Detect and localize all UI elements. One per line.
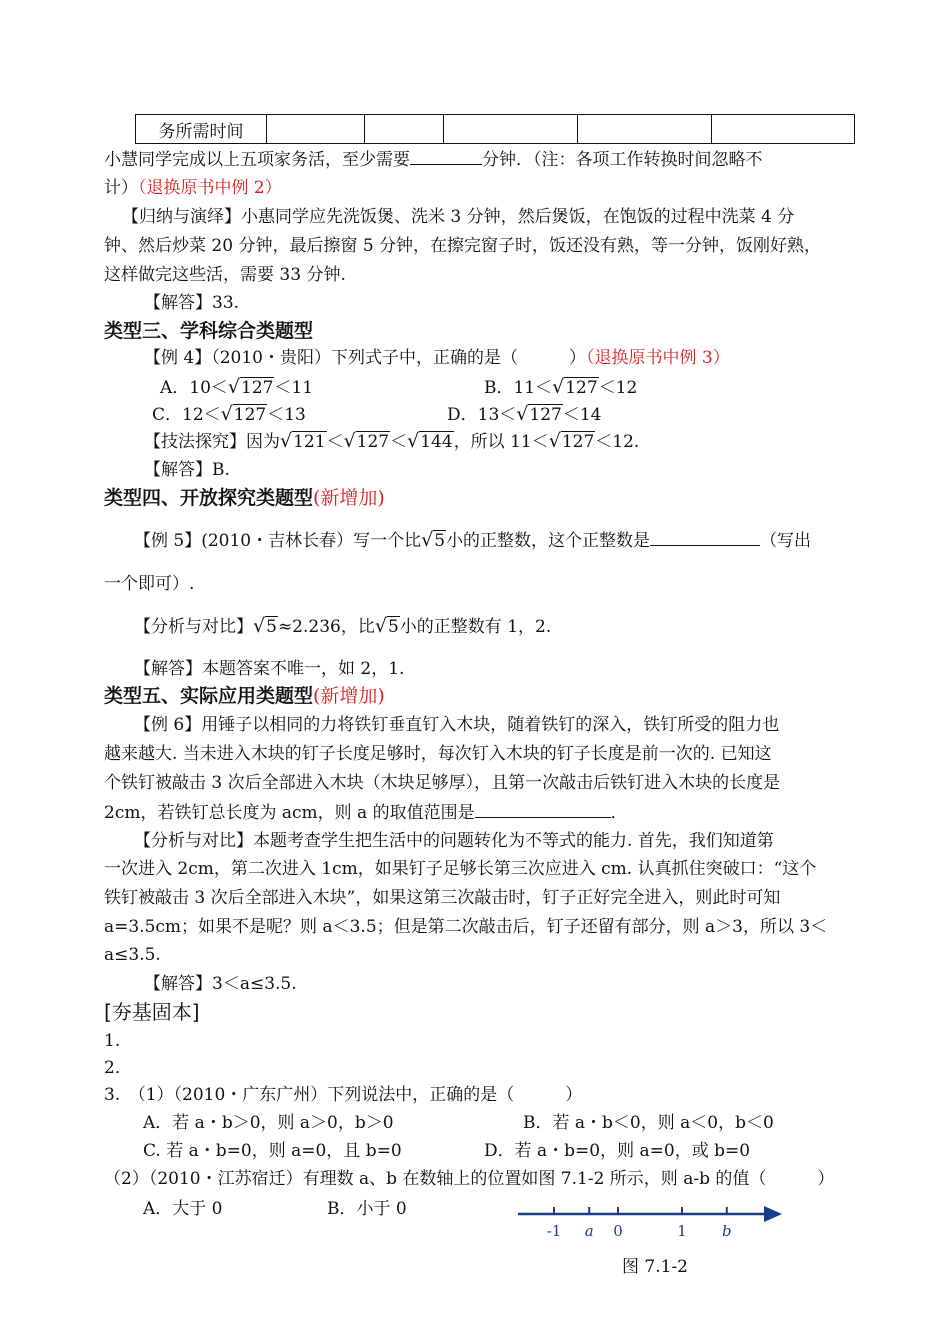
radicand: 144 (420, 432, 453, 452)
type4-title (104, 487, 385, 509)
radicand: 127 (233, 405, 267, 425)
radicand: 127 (241, 378, 274, 398)
ex3-summary-1: 【归纳与演绎】小惠同学应先洗饭煲、洗米 3 分钟，然后煲饭，在饱饭的过程中洗菜 4 分 (122, 207, 795, 227)
opt-d-pre: D．13＜ (447, 405, 517, 425)
lt-sign: ＜ (326, 432, 344, 452)
answer-blank (410, 148, 482, 165)
radicand: 5 (266, 617, 277, 637)
radicand: 127 (356, 432, 390, 452)
sqrt-127: √127 (220, 403, 267, 425)
radicand: 121 (293, 432, 326, 452)
radicand: 127 (529, 405, 562, 425)
tick-label: -1 (546, 1222, 562, 1240)
type4-title-text: 类型四、开放探究类题型 (104, 487, 314, 509)
number-line-figure (512, 1198, 784, 1244)
answer-blank (650, 529, 760, 546)
sqrt-121: √121 (280, 430, 326, 452)
type5-answer: 【解答】3＜a≤3.5. (144, 974, 297, 994)
table-cell (267, 115, 365, 144)
analysis-pre: 【分析与对比】 (134, 617, 253, 637)
basics-item-1: 1. (104, 1031, 121, 1051)
type3-title: 类型三、学科综合类题型 (104, 320, 314, 342)
type5-title (104, 685, 385, 707)
type3-option-b (484, 376, 637, 399)
basics-q3: 3. （1）（2010・广东广州）下列说法中，正确的是（ ） (104, 1085, 583, 1105)
opt-a-pre: A．10＜ (160, 378, 228, 398)
type5-analysis-2: 一次进入 2cm，第二次进入 1cm，如果钉子足够长第三次应进入 cm. 认真抓住突破口：“这个 (104, 859, 817, 879)
type3-technique (144, 430, 639, 453)
sqrt-5: √5 (253, 615, 277, 637)
type3-option-c (152, 403, 306, 426)
type5-analysis-4: a=3.5cm；如果不是呢？则 a＜3.5；但是第二次敲击后，钉子还留有部分，则 a＞3，所以 3＜ (104, 917, 828, 937)
sqrt-144: √144 (407, 430, 453, 452)
sqrt-127: √127 (516, 403, 562, 425)
type5-stem-4 (104, 801, 628, 824)
q3-2-option-a: A．大于 0 (143, 1199, 223, 1219)
answer-blank (475, 801, 611, 818)
analysis-mid: ≈2.236，比 (277, 617, 375, 637)
q3-option-a: A．若 a・b＞0，则 a＞0，b＞0 (143, 1113, 394, 1133)
type5-title-text: 类型五、实际应用类题型 (104, 685, 314, 707)
tech-post: ＜12. (595, 432, 640, 452)
type5-stem-1: 【例 6】用锤子以相同的力将铁钉垂直钉入木块，随着铁钉的深入，铁钉所受的阻力也 (134, 715, 780, 735)
table-row (136, 115, 855, 144)
type3-stem (144, 347, 730, 369)
table-row-label: 务所需时间 (136, 115, 267, 144)
ex3-summary-3: 这样做完这些活，需要 33 分钟. (104, 265, 346, 285)
stem-pre: 【例 5】(2010・吉林长春）写一个比 (134, 531, 422, 551)
tick-label: a (584, 1222, 594, 1240)
sqrt-5: √5 (374, 615, 399, 637)
number-line-marks (547, 1207, 732, 1240)
type5-title-red: (新增加) (313, 685, 385, 707)
q3-option-c: C. 若 a・b=0，则 a=0，且 b=0 (143, 1141, 402, 1161)
radicand: 5 (387, 617, 399, 637)
type3-stem-red: （退换原书中例 3） (585, 348, 730, 368)
sqrt-127: √127 (548, 430, 595, 452)
q3-option-b: B．若 a・b＜0，则 a＜0，b＜0 (523, 1113, 774, 1133)
type5-analysis-5: a≤3.5. (104, 945, 161, 965)
type5-analysis-1: 【分析与对比】本题考查学生把生活中的问题转化为不等式的能力. 首先，我们知道第 (134, 831, 774, 851)
q3-option-d: D．若 a・b=0，则 a=0，或 b=0 (484, 1141, 751, 1161)
ex3-line2 (104, 177, 282, 199)
tech-mid: ，所以 11＜ (453, 432, 549, 452)
opt-a-post: ＜11 (274, 378, 314, 398)
stem-post: （写出 (760, 531, 812, 551)
opt-b-pre: B．11＜ (484, 378, 553, 398)
type4-analysis (134, 615, 551, 638)
opt-d-post: ＜14 (562, 405, 602, 425)
table-cell (578, 115, 712, 144)
ex3-line2-text: 计） (104, 178, 138, 198)
type3-stem-text: 【例 4】（2010・贵阳）下列式子中，正确的是（ ） (144, 348, 586, 368)
ex3-line1-after: 分钟．（注：各项工作转换时间忽略不 (482, 150, 763, 170)
table-cell (444, 115, 578, 144)
sqrt-127: √127 (552, 376, 598, 398)
lt-sign: ＜ (390, 432, 408, 452)
q3-part-2: （2）（2010・江苏宿迁）有理数 a、b 在数轴上的位置如图 7.1-2 所示，则 a-b 的值（ ） (104, 1169, 835, 1189)
type3-option-d (447, 403, 601, 426)
basics-item-2: 2． (104, 1058, 132, 1078)
analysis-post: 小的正整数有 1，2. (399, 617, 552, 637)
sqrt-127: √127 (227, 376, 274, 398)
time-table (135, 114, 855, 144)
type5-analysis-3: 铁钉被敲击 3 次后全部进入木块”，如果这第三次敲击时，钉子正好完全进入，则此时可知 (104, 888, 781, 908)
ex3-line2-red: （退换原书中例 2） (138, 178, 282, 198)
sqrt-5: √5 (421, 529, 446, 551)
ex3-answer: 【解答】33. (144, 293, 240, 313)
radicand: 127 (561, 432, 595, 452)
ex3-line1 (104, 148, 763, 171)
type4-title-red: (新增加) (313, 487, 385, 509)
figure-caption: 图 7.1-2 (622, 1257, 688, 1277)
type4-answer: 【解答】本题答案不唯一，如 2，1. (134, 659, 405, 679)
type5-stem-2: 越来越大. 当未进入木块的钉子长度足够时，每次钉入木块的钉子长度是前一次的. 已知这 (104, 744, 772, 764)
tech-pre: 【技法探究】因为 (144, 432, 280, 452)
sqrt-127: √127 (343, 430, 390, 452)
type3-option-a (160, 376, 313, 399)
radicand: 127 (565, 378, 598, 398)
number-line-arrow (764, 1206, 782, 1222)
table-cell (365, 115, 444, 144)
table-cell (712, 115, 855, 144)
tick-label: 0 (613, 1222, 623, 1240)
q3-2-option-b: B．小于 0 (327, 1199, 407, 1219)
opt-b-post: ＜12 (598, 378, 638, 398)
ex3-line1-text: 小慧同学完成以上五项家务活，至少需要 (104, 150, 410, 170)
type4-stem (134, 529, 811, 552)
basics-title: [夯基固本] (104, 1000, 200, 1024)
type3-answer: 【解答】B. (144, 460, 230, 480)
opt-c-pre: C．12＜ (152, 405, 221, 425)
opt-c-post: ＜13 (267, 405, 306, 425)
type4-stem-2: 一个即可）. (104, 574, 195, 594)
tick-label: b (721, 1222, 732, 1240)
radicand: 5 (434, 531, 446, 551)
ex3-summary-2: 钟、然后炒菜 20 分钟，最后擦窗 5 分钟，在擦完窗子时，饭还没有熟，等一分钟，饭刚好熟， (104, 236, 822, 256)
s4-pre: 2cm，若铁钉总长度为 acm，则 a 的取值范围是 (104, 803, 475, 823)
stem-mid: 小的正整数，这个正整数是 (446, 531, 651, 551)
tick-label: 1 (677, 1222, 687, 1240)
type5-stem-3: 个铁钉被敲击 3 次后全部进入木块（木块足够厚），且第一次敲击后铁钉进入木块的长度是 (104, 773, 781, 793)
s4-post: ． (610, 803, 628, 823)
